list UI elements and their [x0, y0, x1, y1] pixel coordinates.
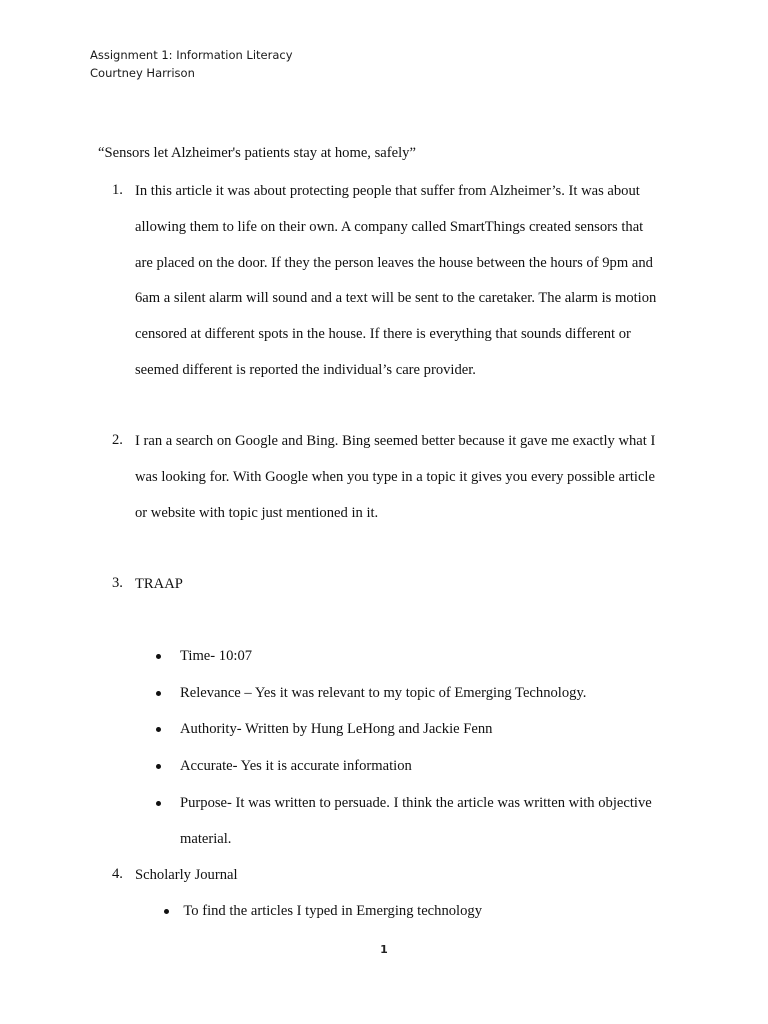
bullet-icon [156, 801, 161, 806]
bullet-icon [156, 764, 161, 769]
text-line: Relevance – Yes it was relevant to my topic of Emerging Technology. [180, 685, 587, 701]
text-line: Time- 10:07 [180, 648, 253, 664]
text-line: material. [180, 831, 232, 847]
list-item-text [135, 182, 695, 397]
bullet-icon [156, 654, 161, 659]
text-line: I ran a search on Google and Bing. Bing seemed better because it gave me exactly what I [135, 433, 656, 449]
text-line: Purpose- It was written to persuade. I think the article was written with objective [180, 795, 652, 811]
text-line: censored at different spots in the house. If there is everything that sounds different or [135, 326, 631, 343]
author-name: Courtney Harrison [90, 66, 195, 80]
list-number: 4. [112, 866, 123, 882]
text-line: Authority- Written by Hung LeHong and Jackie Fenn [180, 721, 493, 737]
text-line: Accurate- Yes it is accurate information [180, 758, 412, 774]
bullet-icon [164, 909, 169, 914]
bullet-icon [156, 691, 161, 696]
text-line: are placed on the door. If they the person leaves the house between the hours of 9pm and [135, 254, 653, 271]
text-line: TRAAP [135, 576, 183, 592]
list-item-text [135, 866, 695, 902]
text-line: 6am a silent alarm will sound and a text will be sent to the caretaker. The alarm is motion [135, 290, 657, 307]
list-number: 2. [112, 432, 123, 448]
list-item-text [135, 575, 695, 611]
text-line: allowing them to life on their own. A company called SmartThings created sensors that [135, 218, 644, 235]
article-title: “Sensors let Alzheimer's patients stay at home, safely” [98, 145, 416, 161]
text-line: In this article it was about protecting people that suffer from Alzheimer’s. It was about [135, 183, 640, 199]
text-line: To find the articles I typed in Emerging technology [180, 903, 483, 919]
document-header [90, 46, 293, 82]
bullet-icon [156, 727, 161, 732]
text-line: was looking for. With Google when you type in a topic it gives you every possible article [135, 468, 655, 485]
assignment-title: Assignment 1: Information Literacy [90, 48, 293, 62]
list-number: 1. [112, 182, 123, 198]
text-line: or website with topic just mentioned in it. [135, 504, 379, 521]
page-number: 1 [380, 943, 388, 956]
text-line: Scholarly Journal [135, 867, 238, 883]
list-item-text [135, 432, 695, 539]
text-line: seemed different is reported the individual’s care provider. [135, 361, 476, 378]
list-number: 3. [112, 575, 123, 591]
